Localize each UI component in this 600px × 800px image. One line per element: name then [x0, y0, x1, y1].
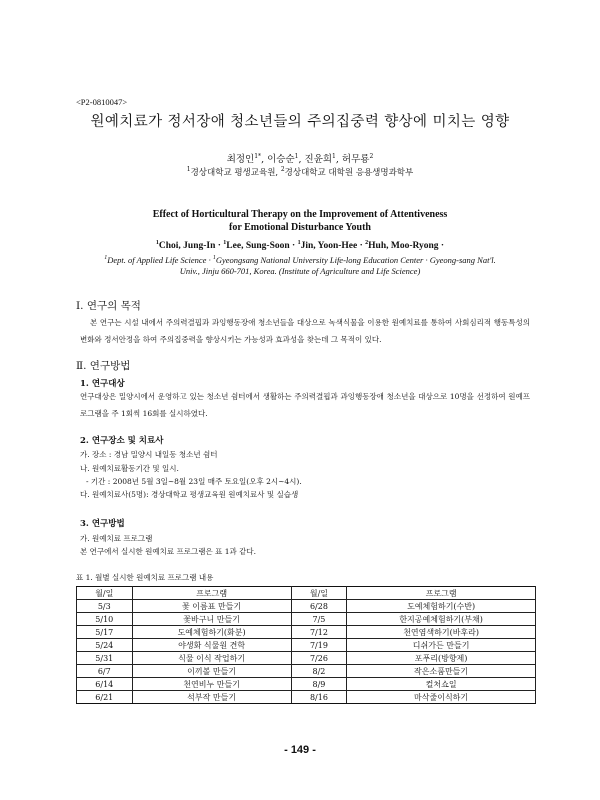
author-sep: , — [298, 154, 305, 165]
table-row — [77, 665, 536, 678]
author-sep: , — [261, 154, 268, 165]
table-cell: 천연염색하기(바후라) — [347, 626, 536, 639]
author-name: Huh, Moo-Ryong · — [368, 241, 445, 252]
table-cell: 디쉬가든 만들기 — [347, 639, 536, 652]
table-row — [77, 652, 536, 665]
subsection-line: 가. 원예치료 프로그램 — [80, 534, 153, 543]
table-cell: 꽃 이름표 만들기 — [132, 600, 291, 613]
authors-korean — [0, 151, 600, 165]
subsection-line: 본 연구에서 실시한 원예치료 프로그램은 표 1과 같다. — [80, 547, 256, 556]
author-name: 진윤희 — [304, 154, 333, 165]
author-sup: 1* — [254, 152, 262, 160]
affil-sup: 1 — [186, 166, 191, 174]
table-cell: 7/26 — [291, 652, 347, 665]
table-cell: 꽃바구니 만들기 — [132, 613, 291, 626]
table-cell: 6/7 — [77, 665, 133, 678]
table-cell: 야생화 식물원 견학 — [132, 639, 291, 652]
section-body: 본 연구는 시설 내에서 주의력결핍과 과잉행동장애 청소년들을 대상으로 녹색식물을 이용한 원예치료를 통하여 사회심리적 행동특성의 변화와 정서안정을 하여 주의집중력을 향상시키는 가능성과 효과성을 찾는데 그 목적이 있다. — [80, 318, 530, 344]
table-cell: 천연비누 만들기 — [132, 678, 291, 691]
affil-text: Gyeongsang National University Life-long Education Center · Gyeong-sang Nat'l. Univ., Jinju 660-701, Korea. (Institute of Agriculture and Life Science) — [179, 254, 496, 276]
table-cell: 6/14 — [77, 678, 133, 691]
author-sup: 1 — [297, 240, 301, 246]
author-sup: 1 — [332, 152, 336, 160]
table-cell: 5/24 — [77, 639, 133, 652]
author-name: 허무룡 — [341, 154, 370, 165]
table-cell: 이끼볼 만들기 — [132, 665, 291, 678]
subsection-body: 연구대상은 밀양시에서 운영하고 있는 청소년 쉼터에서 생활하는 주의력결핍과 과잉행동장애 청소년을 대상으로 10명을 선정하여 원예프로그램을 주 1회씩 16회를 실시하였다. — [80, 392, 530, 418]
affil-text: 경상대학교 대학원 응용생명과학부 — [284, 168, 414, 178]
affil-text: 경상대학교 평생교육원, — [190, 168, 281, 178]
section-heading: Ⅱ. 연구방법 — [76, 360, 131, 372]
author-sup: 1 — [223, 240, 227, 246]
table-header-cell: 월/일 — [77, 587, 133, 600]
affil-sup: 2 — [280, 166, 285, 174]
subsection-line: 다. 원예치료사(5명): 경상대학교 평생교육원 원예치료사 및 실습생 — [80, 490, 299, 499]
subsection-heading: 2. 연구장소 및 치료사 — [80, 436, 164, 446]
subsection-line: 가. 장소 : 경남 밀양시 내일동 청소년 쉼터 — [80, 450, 218, 459]
table-header-cell: 프로그램 — [347, 587, 536, 600]
table-cell: 8/2 — [291, 665, 347, 678]
author-name: 이승순 — [267, 154, 295, 165]
title-english — [0, 208, 600, 234]
subsection-line: - 기간 : 2008년 5월 3일~8월 23일 매주 토요일(오후 2시~4시). — [86, 477, 302, 486]
table-row — [77, 600, 536, 613]
table-cell: 7/12 — [291, 626, 347, 639]
program-table — [76, 586, 536, 704]
table-cell: 도예체험하기(수반) — [347, 600, 536, 613]
table-cell: 5/10 — [77, 613, 133, 626]
table-cell: 도예체험하기(화분) — [132, 626, 291, 639]
author-sup: 1 — [155, 240, 159, 246]
author-sep: , — [335, 154, 342, 165]
table-cell: 식물 이식 작업하기 — [132, 652, 291, 665]
table-cell: 마삭줄이식하기 — [347, 691, 536, 704]
table-row — [77, 678, 536, 691]
table-cell: 한지공예체험하기(부채) — [347, 613, 536, 626]
author-sup: 1 — [294, 152, 299, 160]
table-cell: 5/3 — [77, 600, 133, 613]
table-header-cell: 프로그램 — [132, 587, 291, 600]
table-cell: 7/5 — [291, 613, 347, 626]
table-cell: 포푸리(방향제) — [347, 652, 536, 665]
table-row — [77, 639, 536, 652]
subsection-heading: 3. 연구방법 — [80, 519, 125, 529]
author-sup: 2 — [369, 152, 374, 160]
table-cell: 작은소품만들기 — [347, 665, 536, 678]
table-cell: 8/16 — [291, 691, 347, 704]
page-number: - 149 - — [284, 744, 316, 756]
table-cell: 컬처쇼일 — [347, 678, 536, 691]
table-row — [77, 691, 536, 704]
affil-sup: 1 — [212, 255, 216, 261]
table-cell: 7/19 — [291, 639, 347, 652]
table-row — [77, 626, 536, 639]
table-cell: 5/17 — [77, 626, 133, 639]
table-cell: 6/28 — [291, 600, 347, 613]
table-cell: 8/9 — [291, 678, 347, 691]
table-caption: 표 1. 월별 실시한 원예치료 프로그램 내용 — [76, 573, 214, 582]
paper-code: <P2-0810047> — [76, 97, 128, 107]
section-heading: Ⅰ. 연구의 목적 — [76, 300, 141, 312]
table-cell: 5/31 — [77, 652, 133, 665]
title-korean: 원예치료가 정서장애 청소년들의 주의집중력 향상에 미치는 영향 — [90, 114, 510, 130]
affiliation-english — [100, 253, 500, 277]
author-sup: 2 — [365, 240, 369, 246]
author-name: Jin, Yoon-Hee · — [300, 241, 366, 252]
title-english-line1: Effect of Horticultural Therapy on the Improvement of Attentiveness — [152, 209, 448, 220]
table-cell: 6/21 — [77, 691, 133, 704]
affil-text: Dept. of Applied Life Science · — [107, 254, 213, 265]
table-cell: 석부작 만들기 — [132, 691, 291, 704]
table-row — [77, 613, 536, 626]
table-header-row — [77, 587, 536, 600]
title-english-line2: for Emotional Disturbance Youth — [229, 222, 371, 233]
author-name: Choi, Jung-In · — [158, 241, 224, 252]
affil-sup: 1 — [104, 255, 108, 261]
subsection-heading: 1. 연구대상 — [80, 379, 125, 389]
affiliation-korean — [0, 166, 600, 178]
table-header-cell: 월/일 — [291, 587, 347, 600]
author-name: 최정인 — [226, 154, 255, 165]
authors-english — [0, 240, 600, 251]
author-name: Lee, Sung-Soon · — [226, 241, 298, 252]
subsection-line: 나. 원예치료활동기간 및 일시. — [80, 464, 179, 473]
